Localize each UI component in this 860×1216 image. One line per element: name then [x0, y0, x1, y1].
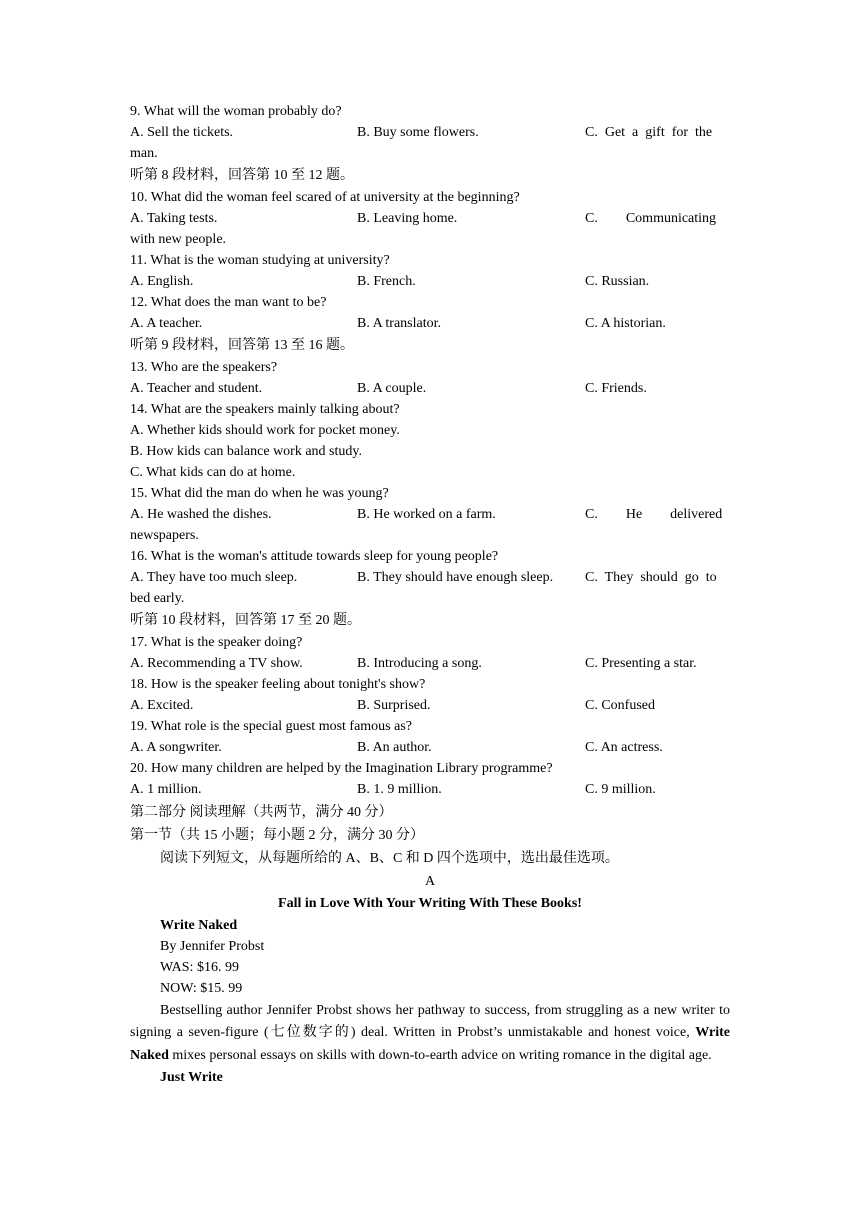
book1-was-price: WAS: $16. 99: [160, 960, 239, 975]
q10-options: [130, 208, 730, 229]
book1-desc-bold-title: Write Naked: [130, 1025, 730, 1063]
book1-description: [130, 1000, 730, 1067]
q20-option-c: C. 9 million.: [585, 782, 656, 797]
part-2-heading: 第二部分 阅读理解（共两节，满分 40 分）: [130, 805, 393, 820]
q18-option-b: B. Surprised.: [357, 698, 431, 713]
q11-option-c: C. Russian.: [585, 274, 650, 289]
q10-option-a: A. Taking tests.: [130, 211, 218, 226]
passage-letter: A: [424, 874, 436, 889]
q9-option-a: A. Sell the tickets.: [130, 125, 234, 140]
q12-options: [130, 313, 730, 334]
reading-instructions: 阅读下列短文，从每题所给的 A、B、C 和 D 四个选项中，选出最佳选项。: [160, 851, 619, 866]
q13-question: 13. Who are the speakers?: [130, 360, 278, 375]
q13-options: [130, 378, 730, 399]
q11-question: 11. What is the woman studying at university?: [130, 253, 390, 268]
q17-question: 17. What is the speaker doing?: [130, 635, 303, 650]
q9-option-b: B. Buy some flowers.: [357, 125, 479, 140]
q20-options: [130, 779, 730, 800]
q12-option-c: C. A historian.: [585, 316, 666, 331]
passage-title: Fall in Love With Your Writing With These Books!: [278, 896, 582, 911]
q19-option-a: A. A songwriter.: [130, 740, 222, 755]
q15-option-b: B. He worked on a farm.: [357, 507, 496, 522]
book1-author: By Jennifer Probst: [160, 939, 265, 954]
book2-title: Just Write: [160, 1070, 223, 1086]
q11-option-a: A. English.: [130, 274, 194, 289]
q19-option-b: B. An author.: [357, 740, 432, 755]
q17-option-a: A. Recommending a TV show.: [130, 656, 303, 671]
q18-option-a: A. Excited.: [130, 698, 194, 713]
q10-option-b: B. Leaving home.: [357, 211, 458, 226]
q14-option-c: C. What kids can do at home.: [130, 465, 296, 480]
section-1-heading: 第一节（共 15 小题；每小题 2 分，满分 30 分）: [130, 828, 424, 843]
q20-question: 20. How many children are helped by the Imagination Library programme?: [130, 761, 553, 776]
q18-option-c: C. Confused: [585, 698, 655, 713]
q15-options: [130, 504, 730, 525]
q17-options: [130, 653, 730, 674]
q9-question: 9. What will the woman probably do?: [130, 104, 342, 119]
book1-desc-part-1: Bestselling author Jennifer Probst shows her pathway to success, from struggling as a new writer to signing a seven-figure (七位数字的) deal. Written in Probst’s unmistakable and honest voice,: [130, 1003, 730, 1041]
book1-now-price: NOW: $15. 99: [160, 981, 243, 996]
q10-question: 10. What did the woman feel scared of at university at the beginning?: [130, 190, 520, 205]
q12-option-a: A. A teacher.: [130, 316, 203, 331]
q16-question: 16. What is the woman's attitude towards sleep for young people?: [130, 549, 499, 564]
q12-option-b: B. A translator.: [357, 316, 441, 331]
q9-options: [130, 122, 730, 143]
q16-option-c: C. They should go to: [585, 570, 717, 585]
q16-option-a: A. They have too much sleep.: [130, 570, 298, 585]
q11-option-b: B. French.: [357, 274, 416, 289]
q16-options: [130, 567, 730, 588]
q11-options: [130, 271, 730, 292]
q18-options: [130, 695, 730, 716]
q19-question: 19. What role is the special guest most famous as?: [130, 719, 413, 734]
q14-option-b: B. How kids can balance work and study.: [130, 444, 362, 459]
q14-question: 14. What are the speakers mainly talking about?: [130, 402, 400, 417]
book1-desc-part-2: mixes personal essays on skills with down-to-earth advice on writing romance in the digital age.: [168, 1047, 712, 1063]
q13-option-a: A. Teacher and student.: [130, 381, 263, 396]
q16-option-b: B. They should have enough sleep.: [357, 570, 554, 585]
q19-options: [130, 737, 730, 758]
section-8-heading: 听第 8 段材料，回答第 10 至 12 题。: [130, 168, 354, 183]
q17-option-b: B. Introducing a song.: [357, 656, 482, 671]
q19-option-c: C. An actress.: [585, 740, 663, 755]
book1-title: Write Naked: [160, 918, 238, 933]
q14-option-a: A. Whether kids should work for pocket money.: [130, 423, 400, 438]
q15-option-a: A. He washed the dishes.: [130, 507, 272, 522]
q13-option-c: C. Friends.: [585, 381, 647, 396]
q15-option-c: C. He delivered: [585, 507, 723, 522]
q20-option-b: B. 1. 9 million.: [357, 782, 442, 797]
q9-option-c: C. Get a gift for the: [585, 125, 713, 140]
q15-question: 15. What did the man do when he was young?: [130, 486, 389, 501]
section-10-heading: 听第 10 段材料，回答第 17 至 20 题。: [130, 613, 361, 628]
q18-question: 18. How is the speaker feeling about tonight's show?: [130, 677, 426, 692]
section-9-heading: 听第 9 段材料，回答第 13 至 16 题。: [130, 338, 354, 353]
q16-option-c-continued: bed early.: [130, 591, 185, 606]
q10-option-c-continued: with new people.: [130, 232, 227, 247]
q9-option-c-continued: man.: [130, 146, 158, 161]
exam-page: [130, 101, 730, 1088]
q12-question: 12. What does the man want to be?: [130, 295, 327, 310]
q20-option-a: A. 1 million.: [130, 782, 202, 797]
q10-option-c: C. Communicating: [585, 211, 717, 226]
q17-option-c: C. Presenting a star.: [585, 656, 697, 671]
q15-option-c-continued: newspapers.: [130, 528, 199, 543]
q13-option-b: B. A couple.: [357, 381, 427, 396]
